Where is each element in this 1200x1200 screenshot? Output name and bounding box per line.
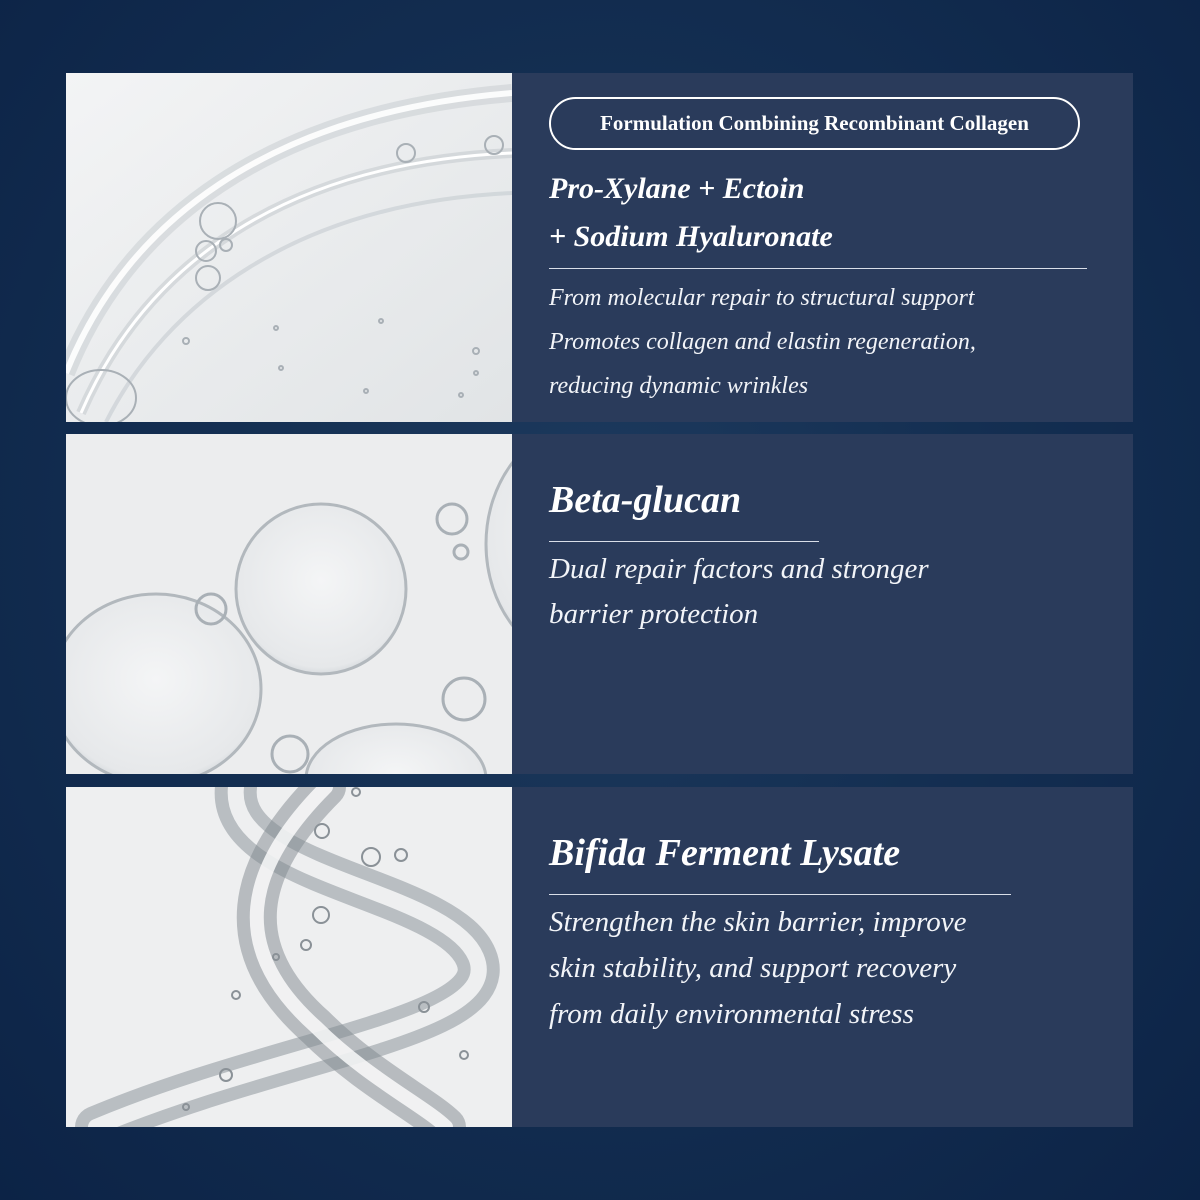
ingredient-text-bifida [512,787,1133,1127]
ingredient-heading: Beta-glucan [549,479,742,521]
description-line: reducing dynamic wrinkles [549,373,809,399]
description-line: Promotes collagen and elastin regeneration, [549,329,976,355]
heading-line: + Sodium Hyaluronate [549,220,833,253]
ingredient-text-collagen [512,73,1133,422]
ingredient-description [549,547,929,637]
ingredient-description [549,899,966,1037]
ingredient-panel-collagen [66,73,1133,422]
formulation-badge: Formulation Combining Recombinant Collagen [549,97,1080,150]
ingredient-panel-beta-glucan [66,434,1133,774]
description-line: From molecular repair to structural support [549,285,975,311]
description-line: skin stability, and support recovery [549,952,957,984]
divider [549,541,819,542]
ingredient-text-beta-glucan [512,434,1133,774]
ingredient-heading: Bifida Ferment Lysate [549,832,901,874]
description-line: barrier protection [549,598,759,630]
description-line: from daily environmental stress [549,998,914,1030]
gel-helix-image [66,787,512,1127]
heading-line: Pro-Xylane + Ectoin [549,172,805,205]
divider [549,268,1087,269]
bubbles-illustration [66,434,512,774]
bubbles-image [66,434,512,774]
serum-ring-illustration [66,73,512,422]
gel-helix-illustration [66,787,512,1127]
description-line: Dual repair factors and stronger [549,553,929,585]
ingredient-heading [549,165,833,261]
description-line: Strengthen the skin barrier, improve [549,906,967,938]
serum-droplet-image [66,73,512,422]
divider [549,894,1011,895]
ingredient-panel-bifida [66,787,1133,1127]
ingredient-description [549,276,976,408]
